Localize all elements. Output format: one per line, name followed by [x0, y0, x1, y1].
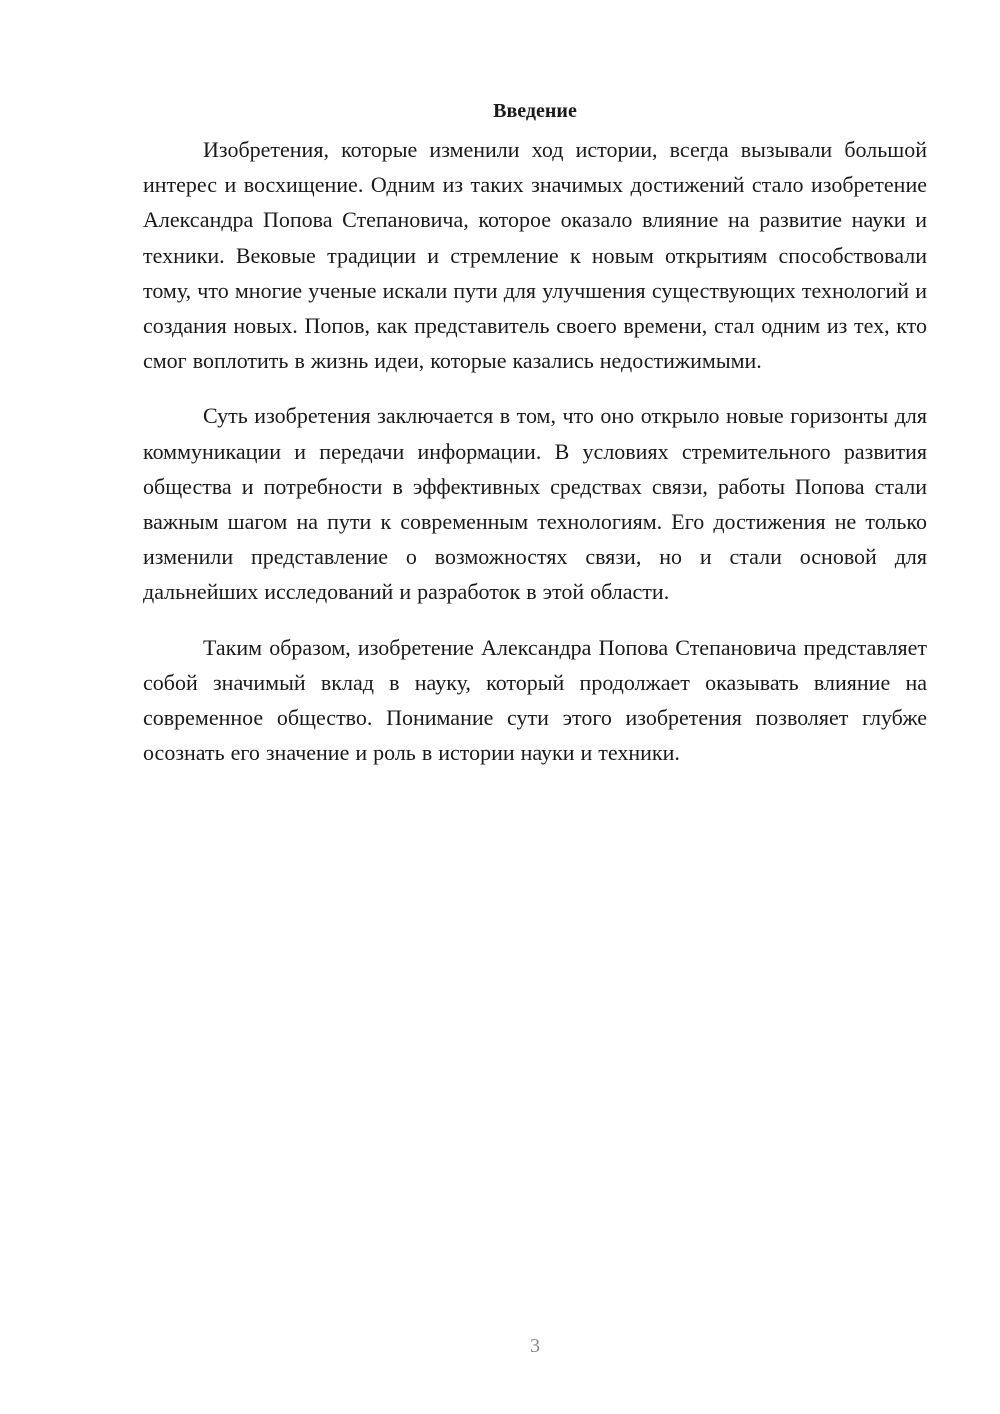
page-body — [143, 96, 927, 770]
page-number: 3 — [530, 1335, 540, 1357]
paragraph-3: Таким образом, изобретение Александра Попова Степановича представляет собой значимый вклад в науку, который продолжает оказывать влияние на современное общество. Понимание сути этого изобретения позволяет глубже осознать его значение и роль в истории науки и техники. — [143, 634, 927, 766]
paragraph-1: Изобретения, которые изменили ход истории, всегда вызывали большой интерес и восхищение. Одним из таких значимых достижений стало изобретение Александра Попова Степановича, которое оказало влияние на развитие науки и техники. Вековые традиции и стремление к новым открытиям способствовали тому, что многие ученые искали пути для улучшения существующих технологий и создания новых. Попов, как представитель своего времени, стал одним из тех, кто смог воплотить в жизнь идеи, которые казались недостижимыми. — [143, 137, 927, 374]
section-heading: Введение — [493, 100, 577, 122]
paragraph-2: Суть изобретения заключается в том, что оно открыло новые горизонты для коммуникации и передачи информации. В условиях стремительного развития общества и потребности в эффективных средствах связи, работы Попова стали важным шагом на пути к современным технологиям. Его достижения не только изменили представление о возможностях связи, но и стали основой для дальнейших исследований и разработок в этой области. — [143, 403, 927, 605]
